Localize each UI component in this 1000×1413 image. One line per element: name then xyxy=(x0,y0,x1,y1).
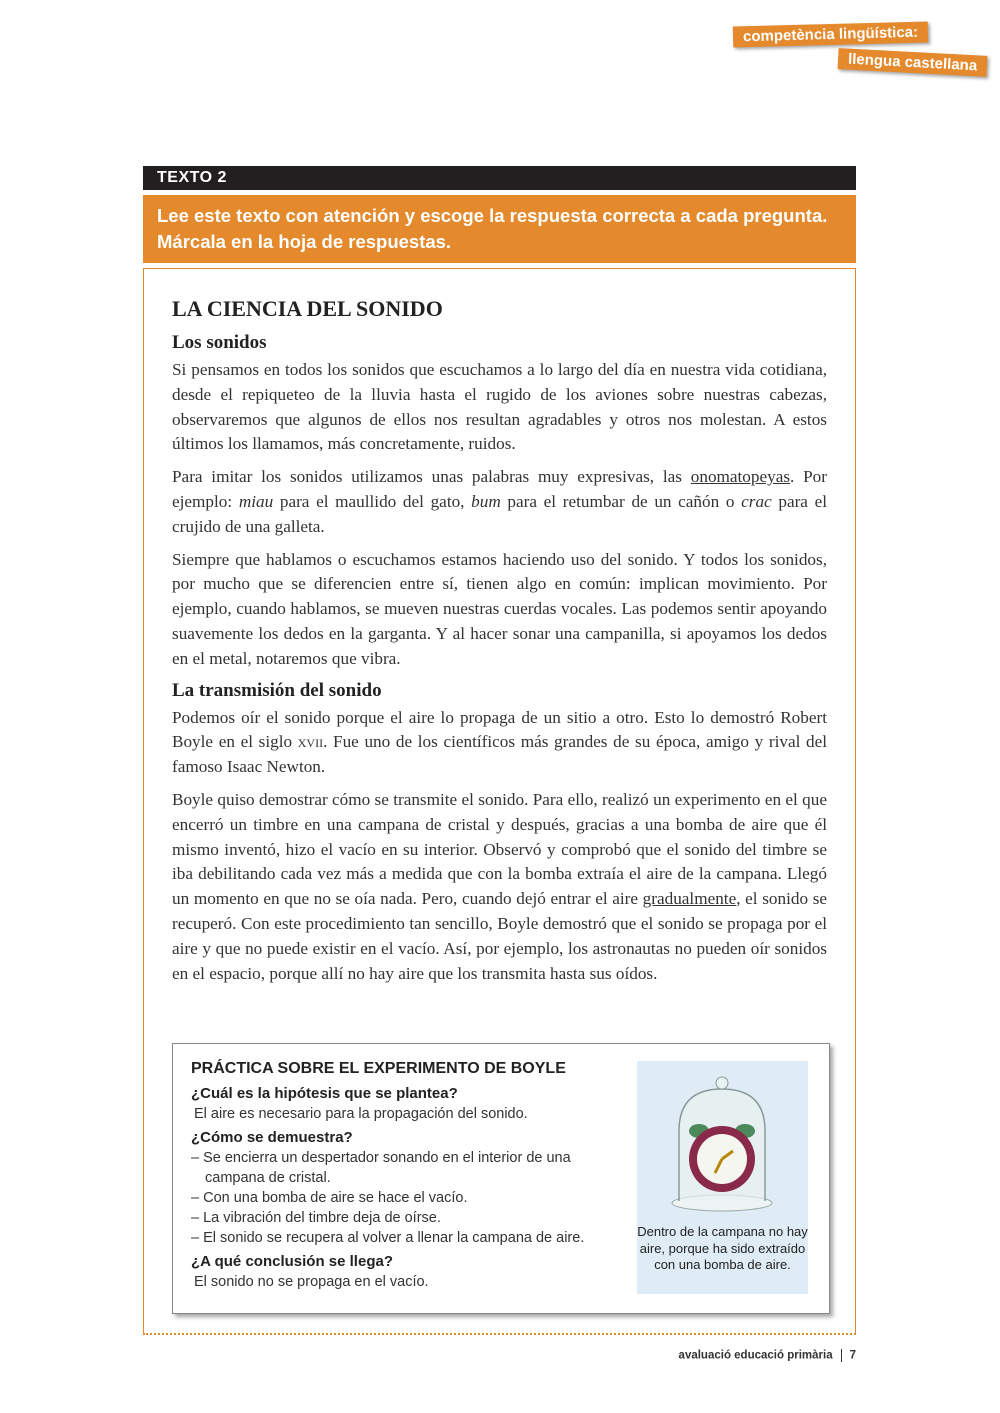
practice-box xyxy=(172,1043,830,1314)
subject-subtag: llengua castellana xyxy=(838,48,988,77)
section-label: TEXTO 2 xyxy=(143,166,856,190)
illustration xyxy=(637,1061,808,1294)
paragraph: Siempre que hablamos o escuchamos estamos haciendo uso del sonido. Y todos los sonidos, por mucho que se diferencien entre sí, tienen algo en común: implican movimiento. Por ejemplo, cuando hablamos, se mueven nuestras cuerdas vocales. Las podemos sentir apoyando suavemente los dedos en la garganta. Y al hacer sonar una campanilla, si apoyamos los dedos en el metal, notaremos que vibra. xyxy=(172,549,827,668)
answer: El sonido no se propaga en el vacío. xyxy=(194,1274,429,1290)
list-item: – Con una bomba de aire se hace el vacío. xyxy=(191,1190,468,1206)
answer: El aire es necesario para la propagación del sonido. xyxy=(194,1106,528,1122)
article xyxy=(172,296,827,994)
question: ¿Cuál es la hipótesis que se plantea? xyxy=(191,1085,458,1102)
subheading: Los sonidos xyxy=(172,332,267,353)
article-title: LA CIENCIA DEL SONIDO xyxy=(172,296,443,321)
question: ¿A qué conclusión se llega? xyxy=(191,1253,393,1270)
paragraph: Boyle quiso demostrar cómo se transmite el sonido. Para ello, realizó un experimento en el que encerró un timbre en una campana de cristal y después, gracias a una bomba de aire que él mismo inventó, hizo el vacío en su interior. Observó y comprobó que el sonido del timbre se iba debilitando cada vez más a medida que con la bomba extraía el aire de la campana. Llegó un momento en que no se oía nada. Pero, cuando dejó entrar el aire gradualmente, el sonido se recuperó. Con este procedimiento tan sencillo, Boyle demostró que el sonido se propaga por el aire y que no puede existir en el vacío. Así, por ejemplo, los astronautas no pueden oír sonidos en el espacio, porque allí no hay aire que los transmita hasta sus oídos. xyxy=(172,789,828,983)
subheading: La transmisión del sonido xyxy=(172,679,382,701)
underlined-word: gradualmente xyxy=(642,889,737,909)
list-item: – Se encierra un despertador sonando en el interior de una campana de cristal. xyxy=(191,1150,571,1186)
instructions: Lee este texto con atención y escoge la respuesta correcta a cada pregunta. Márcala en la hoja de respuestas. xyxy=(143,195,856,263)
list-item: – El sonido se recupera al volver a llenar la campana de aire. xyxy=(191,1230,585,1246)
illustration-caption: Dentro de la campana no hay aire, porque ha sido extraído con una bomba de aire. xyxy=(637,1224,808,1272)
paragraph: Podemos oír el sonido porque el aire lo propaga de un sitio a otro. Esto lo demostró Robert Boyle en el siglo xvii. Fue uno de los científicos más grandes de su época, amigo y rival del famoso Isaac Newton. xyxy=(172,707,827,777)
list-item: – La vibración del timbre deja de oírse. xyxy=(191,1210,441,1226)
paragraph: Para imitar los sonidos utilizamos unas palabras muy expresivas, las onomatopeyas. Por ejemplo: miau para el maullido del gato, bum para el retumbar de un cañón o crac para el crujido de una galleta. xyxy=(172,467,827,536)
bell-jar-clock-icon xyxy=(667,1071,777,1221)
practice-title: PRÁCTICA SOBRE EL EXPERIMENTO DE BOYLE xyxy=(191,1060,566,1077)
subject-tag: competència lingüística: xyxy=(733,21,929,47)
underlined-word: onomatopeyas xyxy=(690,467,791,487)
page-number: 7 xyxy=(849,1349,856,1362)
footer: avaluació educació primària 7 xyxy=(678,1349,856,1362)
question: ¿Cómo se demuestra? xyxy=(191,1129,353,1146)
paragraph: Si pensamos en todos los sonidos que escuchamos a lo largo del día en nuestra vida cotidiana, desde el repiqueteo de la lluvia hasta el rugido de los aviones sobre nuestras cabezas, observaremos que algunos de ellos nos resultan agradables y otros nos molestan. A estos últimos los llamamos, más concretamente, ruidos. xyxy=(172,360,827,454)
